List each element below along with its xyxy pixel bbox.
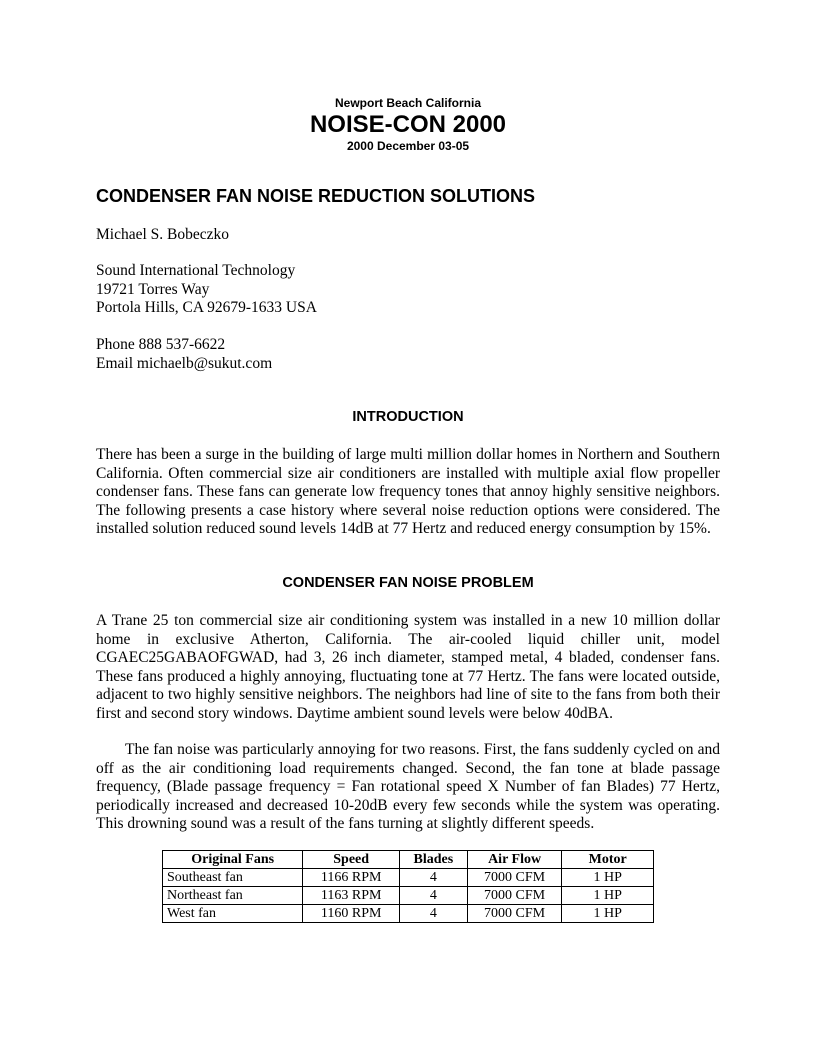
cell-speed: 1166 RPM	[303, 869, 400, 887]
cell-speed: 1163 RPM	[303, 887, 400, 905]
cell-airflow: 7000 CFM	[467, 905, 562, 923]
problem-paragraph-1: A Trane 25 ton commercial size air conditioning system was installed in a new 10 million dollar home in exclusive Atherton, California. The air-cooled liquid chiller unit, model CGAEC25GABAOFGWAD, had 3, 26 inch diameter, stamped metal, 4 bladed, condenser fans. These fans produced a highly annoying, fluctuating tone at 77 Hertz. The fans were located outside, adjacent to two highly sensitive neighbors. The neighbors had line of site to the fans from both their first and second story windows. Daytime ambient sound levels were below 40dBA.	[96, 612, 720, 722]
cell-fan: Northeast fan	[163, 887, 303, 905]
table-header-row	[163, 851, 654, 869]
cell-fan: West fan	[163, 905, 303, 923]
problem-heading: CONDENSER FAN NOISE PROBLEM	[282, 575, 534, 591]
affiliation-organization: Sound International Technology	[96, 262, 296, 279]
column-header-blades: Blades	[399, 851, 467, 869]
conference-location: Newport Beach California	[334, 96, 482, 110]
column-header-fan: Original Fans	[163, 851, 303, 869]
problem-paragraph-2: The fan noise was particularly annoying for two reasons. First, the fans suddenly cycled on and off as the air conditioning load requirements changed. Second, the fan tone at blade passage frequency, (Blade passage frequency = Fan rotational speed X Number of fan Blades) 77 Hertz, periodically increased and decreased 10-20dB every few seconds while the system was operating. This drowning sound was a result of the fans turning at slightly different speeds.	[96, 741, 720, 832]
contact-block	[96, 336, 272, 373]
paper-title: CONDENSER FAN NOISE REDUCTION SOLUTIONS	[96, 186, 536, 206]
affiliation-block	[96, 262, 317, 318]
author-name: Michael S. Bobeczko	[96, 226, 230, 243]
table-row	[163, 869, 654, 887]
cell-blades: 4	[399, 905, 467, 923]
fan-table	[162, 850, 654, 923]
cell-blades: 4	[399, 887, 467, 905]
affiliation-street: 19721 Torres Way	[96, 280, 210, 298]
cell-airflow: 7000 CFM	[467, 869, 562, 887]
column-header-speed: Speed	[303, 851, 400, 869]
table-row	[163, 905, 654, 923]
table-row	[163, 887, 654, 905]
affiliation-city: Portola Hills, CA 92679-1633 USA	[96, 299, 317, 316]
cell-blades: 4	[399, 869, 467, 887]
contact-phone: Phone 888 537-6622	[96, 336, 226, 353]
cell-airflow: 7000 CFM	[467, 887, 562, 905]
cell-fan: Southeast fan	[163, 869, 303, 887]
conference-date: 2000 December 03-05	[346, 139, 470, 153]
contact-email: Email michaelb@sukut.com	[96, 354, 273, 372]
cell-motor: 1 HP	[562, 869, 654, 887]
cell-speed: 1160 RPM	[303, 905, 400, 923]
cell-motor: 1 HP	[562, 887, 654, 905]
cell-motor: 1 HP	[562, 905, 654, 923]
column-header-airflow: Air Flow	[467, 851, 562, 869]
column-header-motor: Motor	[562, 851, 654, 869]
conference-name: NOISE-CON 2000	[309, 111, 507, 138]
introduction-paragraph: There has been a surge in the building of large multi million dollar homes in Northern and Southern California. Often commercial size air conditioners are installed with multiple axial flow propeller condenser fans. These fans can generate low frequency tones that annoy highly sensitive neighbors. The following presents a case history where several noise reduction options were considered. The installed solution reduced sound levels 14dB at 77 Hertz and reduced energy consumption by 15%.	[96, 446, 720, 537]
introduction-heading: INTRODUCTION	[352, 409, 464, 425]
